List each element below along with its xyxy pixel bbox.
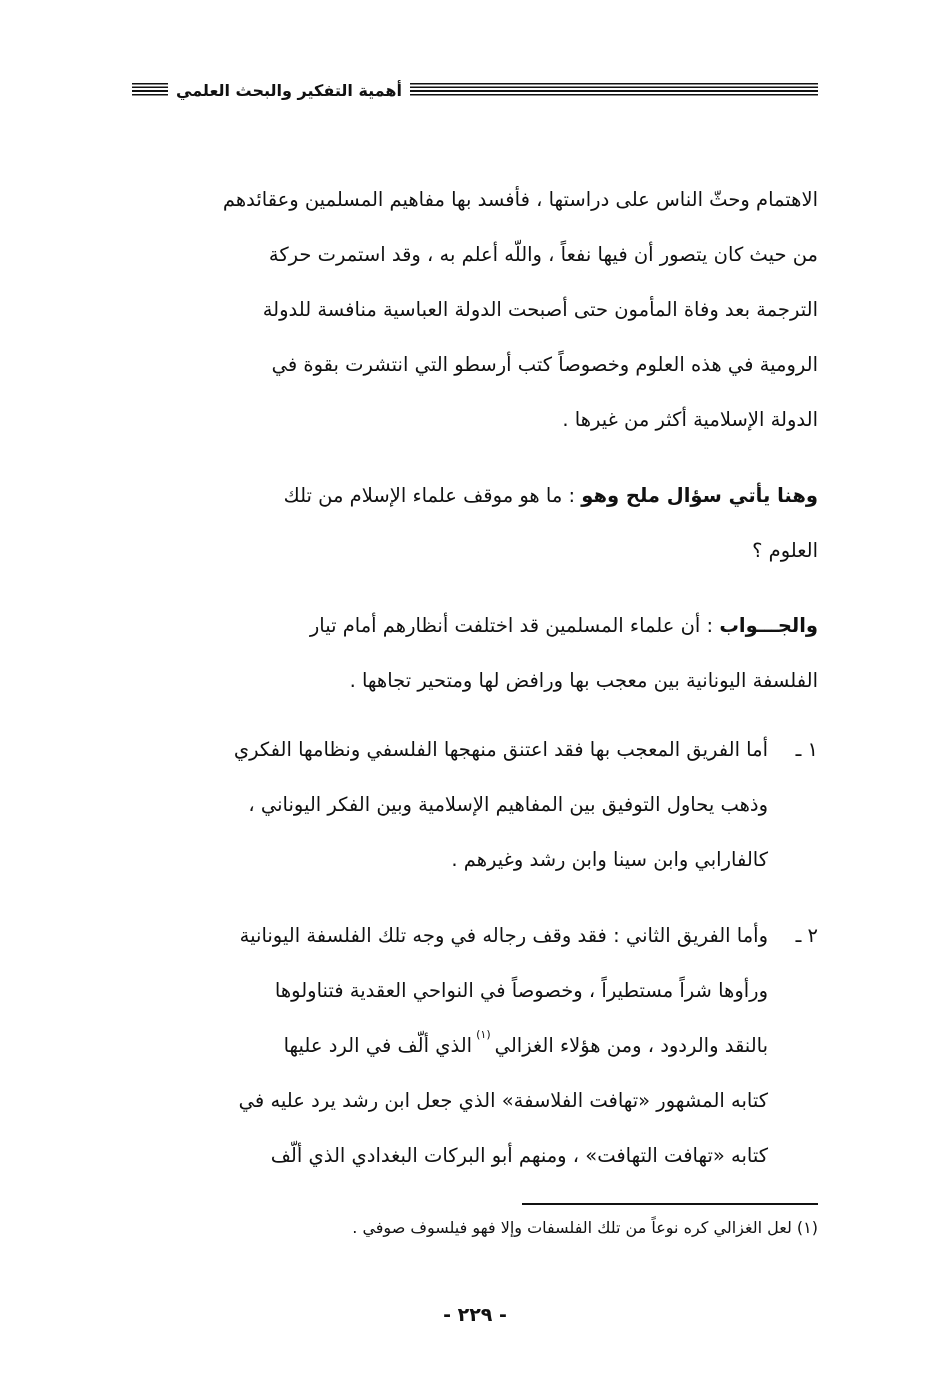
list-item-line-part: بالنقد والردود ، ومن هؤلاء الغزالي	[494, 1034, 768, 1057]
list-item-text	[134, 722, 768, 887]
paragraph-3-line: الفلسفة اليونانية بين معجب بها ورافض لها ومتحير تجاهها .	[349, 669, 818, 692]
question-lead: وهنا يأتي سؤال ملح وهو	[581, 484, 818, 507]
paragraph-1-line: الدولة الإسلامية أكثر من غيرها .	[562, 408, 818, 431]
footnote-reference[interactable]: (١)	[476, 1028, 491, 1041]
paragraph-3-line	[134, 598, 818, 653]
list-item-number: ١ ـ	[795, 738, 818, 761]
header-rule-left	[132, 83, 168, 97]
paragraph-2	[134, 468, 818, 578]
footnote-divider	[522, 1203, 818, 1205]
list-item-line-part: الذي ألّف في الرد عليها	[283, 1034, 473, 1057]
paragraph-3	[134, 598, 818, 708]
paragraph-1	[134, 172, 818, 447]
list-item-line: وذهب يحاول التوفيق بين المفاهيم الإسلامية وبين الفكر اليوناني ،	[248, 793, 768, 816]
answer-text: : أن علماء المسلمين قد اختلفت أنظارهم أمام تيار	[309, 614, 714, 637]
list-item-number: ٢ ـ	[795, 924, 818, 947]
list-item-line: ورأوها شراً مستطيراً ، وخصوصاً في النواحي العقدية فتناولوها	[274, 979, 768, 1002]
header-rule-right	[410, 83, 818, 97]
paragraph-1-line: من حيث كان يتصور أن فيها نفعاً ، واللّه أعلم به ، وقد استمرت حركة	[268, 243, 818, 266]
list-item-1	[134, 722, 818, 887]
list-item-line: كتابه المشهور «تهافت الفلاسفة» الذي جعل ابن رشد يرد عليه في	[238, 1089, 768, 1112]
footnote: (١) لعل الغزالي كره نوعاً من تلك الفلسفات وإلا فهو فيلسوف صوفي .	[352, 1218, 818, 1237]
question-text: : ما هو موقف علماء الإسلام من تلك	[283, 484, 576, 507]
list-item-line: أما الفريق المعجب بها فقد اعتنق منهجها الفلسفي ونظامها الفكري	[233, 738, 768, 761]
list-item-line: كتابه «تهافت التهافت» ، ومنهم أبو البركات البغدادي الذي ألّف	[270, 1144, 768, 1167]
list-item-2	[134, 908, 818, 1183]
list-item-line	[134, 1018, 768, 1073]
paragraph-2-line	[134, 468, 818, 523]
list-item-line: كالفارابي وابن سينا وابن رشد وغيرهم .	[451, 848, 768, 871]
page-number: - ٢٢٩ -	[443, 1304, 507, 1326]
paragraph-1-line: الاهتمام وحثّ الناس على دراستها ، فأفسد بها مفاهيم المسلمين وعقائدهم	[222, 188, 818, 211]
running-header	[132, 72, 818, 108]
paragraph-1-line: الرومية في هذه العلوم وخصوصاً كتب أرسطو التي انتشرت بقوة في	[271, 353, 818, 376]
header-title: أهمية التفكير والبحث العلمي	[176, 80, 402, 100]
paragraph-1-line: الترجمة بعد وفاة المأمون حتى أصبحت الدولة العباسية منافسة للدولة	[262, 298, 818, 321]
list-item-text	[134, 908, 768, 1183]
paragraph-2-line: العلوم ؟	[752, 539, 818, 562]
list-item-line: وأما الفريق الثاني : فقد وقف رجاله في وجه تلك الفلسفة اليونانية	[239, 924, 768, 947]
answer-lead: والجـــواب	[719, 614, 818, 637]
